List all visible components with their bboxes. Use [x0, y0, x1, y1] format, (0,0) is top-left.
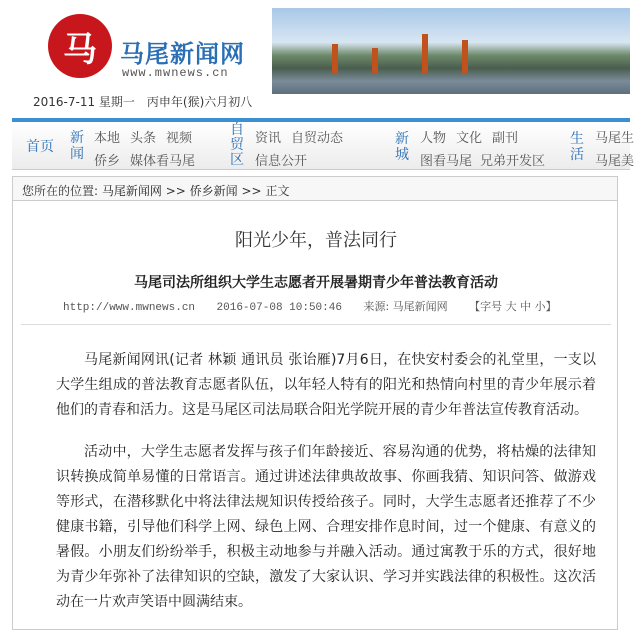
site-logo[interactable]: 马: [48, 14, 112, 78]
nav-item[interactable]: 头条: [130, 131, 157, 146]
nav-cat-news[interactable]: 新闻: [70, 130, 84, 162]
nav-item[interactable]: 资讯: [255, 131, 282, 146]
nav-item[interactable]: 媒体看马尾: [130, 154, 196, 169]
breadcrumb-prefix: 您所在的位置:: [22, 184, 99, 198]
banner-image: [272, 8, 630, 94]
site-name: 马尾新闻网: [120, 40, 245, 68]
nav-item[interactable]: 自贸动态: [291, 131, 344, 146]
article-meta: [63, 298, 575, 314]
nav-item[interactable]: 马尾美: [595, 154, 634, 169]
article-paragraph: 马尾新闻网讯(记者 林颖 通讯员 张诒雁)7月6日，在快安村委会的礼堂里，一支以大学生组成的普法教育志愿者队伍，以年轻人特有的阳光和热情向村里的青少年展示着他们的青春和活力。这是马尾区司法局联合阳光学院开展的青少年普法宣传教育活动。: [56, 352, 596, 418]
nav-cat-city[interactable]: 新城: [395, 131, 409, 163]
main-nav: [12, 122, 634, 170]
nav-item[interactable]: 信息公开: [255, 154, 308, 169]
nav-item[interactable]: 图看马尾: [420, 154, 473, 169]
article-subtitle: 马尾司法所组织大学生志愿者开展暑期青少年普法教育活动: [134, 275, 498, 291]
breadcrumb: [12, 176, 618, 201]
nav-item[interactable]: 视频: [166, 131, 193, 146]
breadcrumb-separator: >>: [165, 184, 186, 198]
breadcrumb-link-home[interactable]: 马尾新闻网: [101, 184, 162, 198]
article-datetime: 2016-07-08 10:50:46: [216, 302, 342, 314]
nav-cat-ftz[interactable]: 自贸区: [230, 122, 244, 168]
divider: [21, 324, 611, 325]
breadcrumb-current: 正文: [265, 184, 290, 198]
breadcrumb-link-section[interactable]: 侨乡新闻: [189, 184, 238, 198]
site-url: www.mwnews.cn: [122, 66, 229, 80]
nav-item[interactable]: 副刊: [492, 131, 519, 146]
article-container: [12, 200, 618, 630]
nav-item[interactable]: 马尾生: [595, 131, 634, 146]
nav-item[interactable]: 侨乡: [94, 154, 121, 169]
nav-item[interactable]: 兄弟开发区: [480, 154, 546, 169]
article-paragraph: 活动中，大学生志愿者发挥与孩子们年龄接近、容易沟通的优势，将枯燥的法律知识转换成简单易懂的日常语言。通过讲述法律典故故事、你画我猜、知识问答、做游戏等形式，在潜移默化中将法律法规知识传授给孩子。同时，大学生志愿者还推荐了不少健康书籍，引导他们科学上网、绿色上网、合理安排作息时间，过一个健康、有意义的暑假。小朋友们纷纷举手，积极主动地参与并融入活动。通过寓教于乐的方式，很好地为青少年弥补了法律知识的空缺，激发了大家认识、学习并实践法律的积极性。这次活动在一片欢声笑语中圆满结束。: [56, 444, 596, 610]
nav-cat-life[interactable]: 生活: [570, 131, 584, 163]
date-display: 2016-7-11 星期一 丙申年(猴)六月初八: [33, 95, 253, 109]
breadcrumb-separator: >>: [241, 184, 262, 198]
article-title: 阳光少年，普法同行: [235, 230, 397, 251]
article-url: http://www.mwnews.cn: [63, 302, 196, 314]
nav-item[interactable]: 本地: [94, 131, 121, 146]
font-size-controls[interactable]: 【字号 大 中 小】: [469, 300, 557, 313]
nav-item[interactable]: 文化: [456, 131, 483, 146]
nav-home[interactable]: 首页: [26, 139, 54, 155]
article-source: 来源: 马尾新闻网: [363, 300, 448, 313]
nav-item[interactable]: 人物: [420, 131, 447, 146]
